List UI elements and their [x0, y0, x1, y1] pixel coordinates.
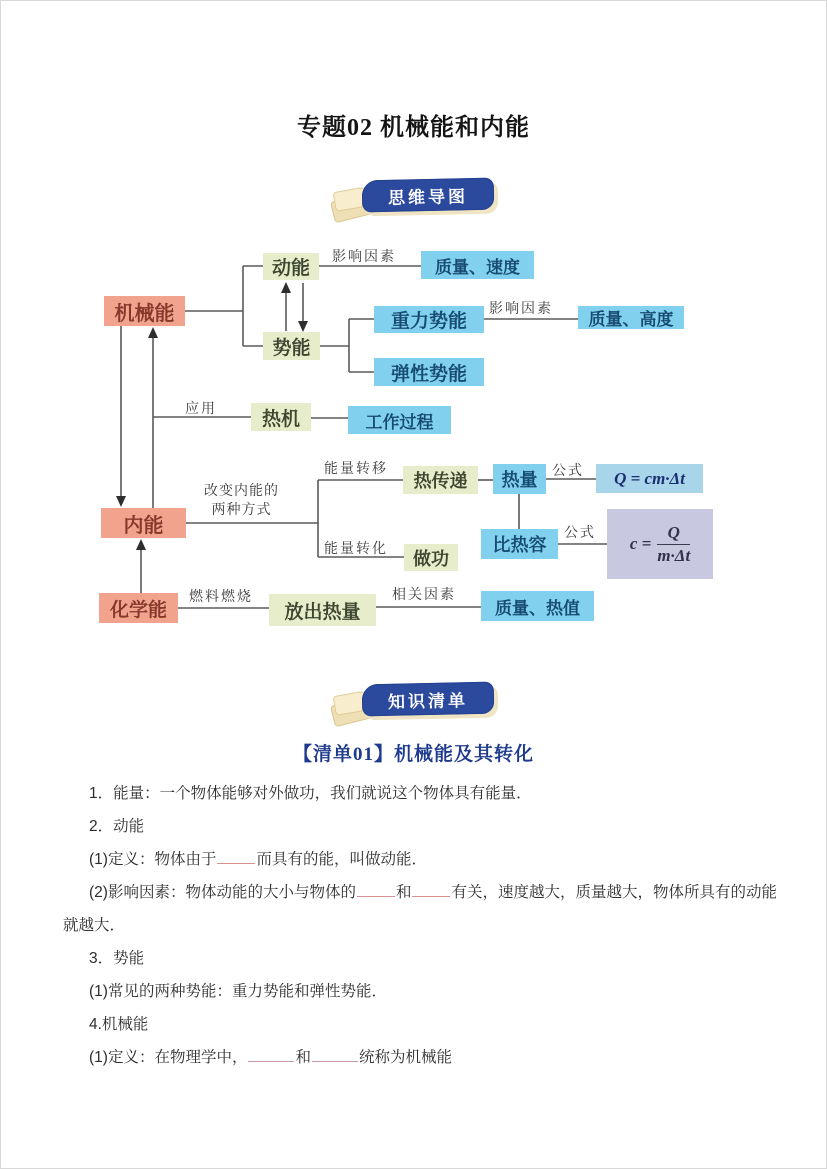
checklist-body — [63, 777, 777, 1074]
item-kinetic-factors: (2)影响因素：物体动能的大小与物体的 和 有关，速度越大，质量越大，物体所具有的动能 — [89, 884, 777, 901]
node-heat-engine: 热机 — [251, 403, 311, 431]
node-doing-work: 做功 — [404, 544, 458, 571]
formula-c-fraction — [657, 523, 690, 566]
item-potential-energy-title: 3．势能 — [89, 950, 145, 967]
node-heat-quantity: 热量 — [493, 464, 546, 494]
mindmap-badge — [1, 173, 826, 225]
item-mechanical-energy-title: 4.机械能 — [89, 1016, 149, 1033]
edge-label-application: 应用 — [185, 402, 217, 417]
node-specific-heat: 比热容 — [481, 529, 558, 559]
item-energy-definition: 1．能量：一个物体能够对外做功，我们就说这个物体具有能量． — [89, 785, 532, 802]
node-mass-height: 质量、高度 — [578, 306, 684, 329]
formula-c-denominator: m·Δt — [657, 545, 691, 565]
node-working-process: 工作过程 — [348, 406, 451, 434]
edge-label-energy-conversion: 能量转化 — [324, 542, 388, 557]
item-kinetic-energy-title: 2．动能 — [89, 818, 145, 835]
node-mass-calorific-value: 质量、热值 — [481, 591, 594, 621]
edge-label-influencing-factors-1: 影响因素 — [332, 250, 396, 265]
node-internal-energy: 内能 — [101, 508, 186, 538]
checklist-badge-label: 知识清单 — [361, 682, 494, 717]
node-kinetic-energy: 动能 — [263, 253, 319, 280]
node-gravitational-pe: 重力势能 — [374, 306, 484, 333]
section-heading: 【清单01】机械能及其转化 — [292, 744, 534, 765]
edge-label-formula-2: 公式 — [564, 526, 596, 541]
fill-blank — [412, 884, 450, 897]
node-potential-energy: 势能 — [263, 332, 320, 360]
node-heat-transfer: 热传递 — [403, 466, 478, 494]
fill-blank — [312, 1049, 358, 1062]
formula-c-numerator: Q — [657, 523, 690, 545]
node-formula-c — [607, 509, 713, 579]
fill-blank — [217, 851, 255, 864]
edge-label-two-ways: 改变内能的 两种方式 — [204, 484, 279, 518]
item-kinetic-definition: (1)定义：物体由于 而具有的能，叫做动能． — [89, 851, 427, 868]
page-title: 专题02 机械能和内能 — [297, 115, 530, 141]
node-release-heat: 放出热量 — [269, 594, 376, 626]
node-formula-q: Q = cm·Δt — [596, 464, 703, 493]
formula-c-lhs: c = — [629, 534, 652, 553]
mindmap-badge-label: 思维导图 — [361, 178, 494, 213]
fill-blank — [248, 1049, 294, 1062]
edge-label-related-factors: 相关因素 — [392, 588, 456, 603]
edge-label-fuel-burning: 燃料燃烧 — [189, 590, 253, 605]
checklist-badge — [1, 677, 826, 729]
mindmap-diagram — [1, 241, 827, 641]
edge-label-influencing-factors-2: 影响因素 — [489, 302, 553, 317]
node-elastic-pe: 弹性势能 — [374, 358, 484, 386]
edge-label-energy-transfer: 能量转移 — [324, 462, 388, 477]
edge-label-formula-1: 公式 — [552, 464, 584, 479]
item-mechanical-definition: (1)定义：在物理学中， 和 统称为机械能 — [89, 1049, 452, 1066]
item-potential-types: (1)常见的两种势能：重力势能和弹性势能． — [89, 983, 387, 1000]
fill-blank — [357, 884, 395, 897]
node-mechanical-energy: 机械能 — [104, 296, 185, 326]
node-chemical-energy: 化学能 — [99, 593, 178, 623]
item-kinetic-factors-cont: 就越大． — [63, 917, 126, 934]
node-mass-speed: 质量、速度 — [421, 251, 534, 279]
